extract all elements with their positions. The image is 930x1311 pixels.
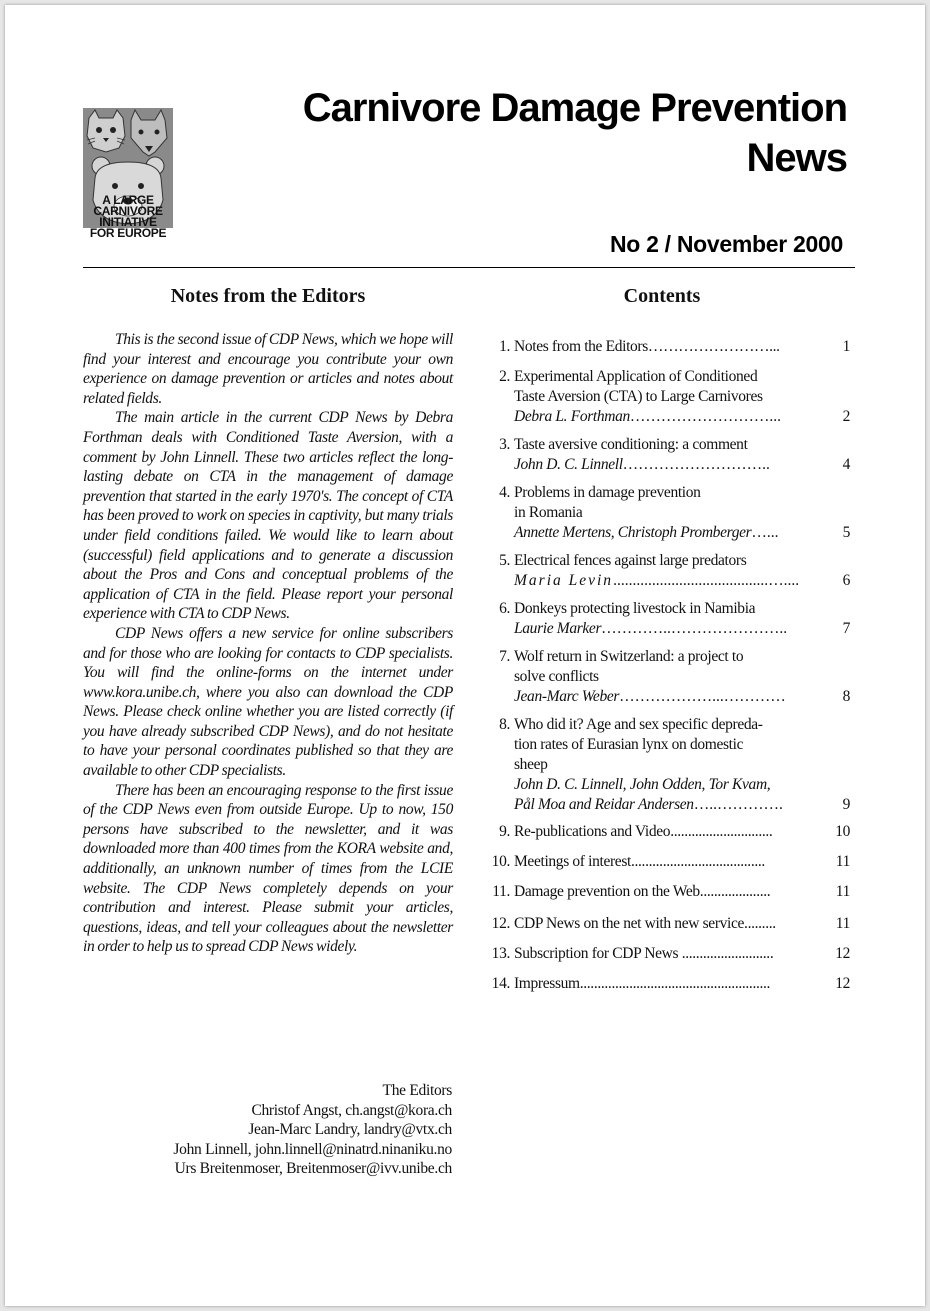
toc-number: 14. <box>491 975 510 992</box>
toc-page-number: 9 <box>842 796 850 813</box>
toc-page-number: 1 <box>842 338 850 355</box>
toc-author: Maria Levin <box>514 572 614 589</box>
toc-title-line: sheep <box>514 756 548 773</box>
contents-heading: Contents <box>623 285 701 307</box>
toc-title-line: Electrical fences against large predators <box>514 552 747 569</box>
toc-leader-dots: ……………………….. <box>622 456 770 473</box>
toc-author-line <box>514 795 820 815</box>
toc-text <box>514 822 820 842</box>
toc-author-line: John D. C. Linnell, John Odden, Tor Kvam, <box>514 776 771 793</box>
toc-title-line: Wolf return in Switzerland: a project to <box>514 648 744 665</box>
toc-page-number: 11 <box>835 883 850 900</box>
toc-text <box>514 974 820 994</box>
toc-title-line: Problems in damage prevention <box>514 484 701 501</box>
toc-author-line <box>514 407 820 427</box>
toc-number: 13. <box>491 945 510 962</box>
toc-title-line: Donkeys protecting livestock in Namibia <box>514 600 756 617</box>
toc-author: John D. C. Linnell <box>514 456 623 473</box>
newsletter-page <box>5 5 925 1306</box>
toc-author: Jean-Marc Weber <box>514 688 620 705</box>
toc-leader-dots: ………………………... <box>629 408 782 425</box>
toc-author: Pål Moa and Reidar Andersen <box>514 796 694 813</box>
toc-title-line: in Romania <box>514 504 583 521</box>
toc-number: 9. <box>499 823 510 840</box>
toc-title-line: CDP News on the net with new service......... <box>514 915 776 932</box>
toc-text <box>514 599 820 639</box>
toc-text <box>514 551 820 591</box>
toc-leader-dots: ........................................….... <box>613 572 800 589</box>
toc-text <box>514 435 820 475</box>
toc-author: Laurie Marker <box>514 620 602 637</box>
toc-leader-dots: …... <box>751 524 779 541</box>
issue-number: No 2 / November 2000 <box>609 231 843 257</box>
notes-paragraph: CDP News offers a new service for online subscribers and for those who are looking for contacts to CDP specialists. You will find the online-forms on the internet under www.kora.unibe.ch, where you also can download the CDP News. Please check online whether you are listed correctly (if you have already subscribed CDP News), and do not hesitate to have your personal coordinates published so that they are available to other CDP specialists. <box>83 624 453 780</box>
notes-paragraph: There has been an encouraging response to the first issue of the CDP News even from outside Europe. Up to now, 150 persons have subscribed to the newsletter, and it was downloaded more than 400 times from the KORA website and, additionally, an unknown number of times from the LCIE website. The CDP News completely depends on your contribution and interest. Please submit your articles, questions, ideas, and tell your colleagues about the newsletter in order to help us to spread CDP News widely. <box>83 781 453 956</box>
toc-title-line: Who did it? Age and sex specific depreda- <box>514 716 763 733</box>
signature-line: The Editors <box>382 1082 452 1099</box>
toc-author-line <box>514 619 820 639</box>
signature-line: Urs Breitenmoser, Breitenmoser@ivv.unibe.ch <box>174 1160 452 1178</box>
toc-number: 12. <box>491 915 510 932</box>
logo-caption-line: FOR EUROPE <box>89 226 167 240</box>
notes-paragraph: This is the second issue of CDP News, which we hope will find your interest and encourage you contribute your own experience on damage prevention or articles and notes about related fields. <box>83 331 453 407</box>
logo-caption <box>83 195 173 239</box>
toc-page-number: 11 <box>835 915 850 932</box>
toc-page-number: 5 <box>842 524 850 541</box>
toc-text <box>514 715 820 815</box>
toc-title-line: Subscription for CDP News .......................... <box>514 945 774 962</box>
toc-number: 4. <box>499 484 510 501</box>
toc-author-line <box>514 687 820 707</box>
signature-line: Christof Angst, ch.angst@kora.ch <box>251 1101 452 1119</box>
toc-page-number: 4 <box>842 456 850 473</box>
toc-text <box>514 367 820 427</box>
toc-page-number: 10 <box>835 823 850 840</box>
toc-text <box>514 647 820 707</box>
newsletter-title <box>303 83 847 183</box>
toc-page-number: 8 <box>842 688 850 705</box>
logo-caption-line: CARNIVORE <box>93 204 163 218</box>
signature-line: Jean-Marc Landry, landry@vtx.ch <box>248 1121 452 1139</box>
toc-title-line: solve conflicts <box>514 668 599 685</box>
toc-text <box>514 483 820 543</box>
toc-leader-dots: …………..………………….. <box>601 620 788 637</box>
toc-page-number: 12 <box>835 945 850 962</box>
editors-signature <box>83 1081 452 1179</box>
toc-number: 11. <box>492 883 510 900</box>
toc-title-line: tion rates of Eurasian lynx on domestic <box>514 736 744 753</box>
toc-page-number: 6 <box>842 572 850 589</box>
toc-page-number: 12 <box>835 975 850 992</box>
toc-title-line: Notes from the Editors……………………... <box>514 338 780 355</box>
toc-leader-dots: ………………...………… <box>619 688 786 705</box>
logo-caption-line: A LARGE <box>102 193 154 207</box>
toc-number: 3. <box>499 436 510 453</box>
title-line: News <box>746 136 847 180</box>
title-line: Carnivore Damage Prevention <box>302 86 847 130</box>
toc-leader-dots: …..…………. <box>693 796 783 813</box>
toc-page-number: 7 <box>842 620 850 637</box>
toc-number: 8. <box>499 716 510 733</box>
toc-title-line: Taste aversive conditioning: a comment <box>514 436 748 453</box>
toc-title-line: Experimental Application of Conditioned <box>514 368 758 385</box>
toc-author-line <box>514 571 820 591</box>
notes-paragraph: The main article in the current CDP News by Debra Forthman deals with Conditioned Taste Aversion, with a comment by John Linnell. These two articles reflect the long-lasting debate on CTA in the management of damage prevention that started in the early 1970's. The concept of CTA has been proved to work on species in captivity, but many trials under field conditions failed. We would like to learn about (successful) field applications and to generate a discussion about the Pros and Cons and conceptual problems of the application of CTA in the field. Please report your personal experience with CTA to CDP News. <box>83 409 453 623</box>
toc-number: 2. <box>499 368 510 385</box>
toc-number: 1. <box>499 338 510 355</box>
toc-author: Debra L. Forthman <box>514 408 630 425</box>
toc-number: 7. <box>499 648 510 665</box>
toc-text <box>514 944 820 964</box>
toc-author: Annette Mertens, Christoph Promberger <box>514 524 752 541</box>
toc-text <box>514 914 820 934</box>
toc-title-line: Taste Aversion (CTA) to Large Carnivores <box>514 388 763 405</box>
toc-number: 6. <box>499 600 510 617</box>
toc-title-line: Damage prevention on the Web.................... <box>514 883 771 900</box>
toc-text <box>514 337 820 357</box>
toc-author-line <box>514 455 820 475</box>
toc-number: 10. <box>491 853 510 870</box>
toc-title-line: Impressum...................................................... <box>514 975 771 992</box>
toc-text <box>514 882 820 902</box>
signature-line: John Linnell, john.linnell@ninatrd.ninaniku.no <box>173 1140 452 1158</box>
notes-body <box>83 330 453 957</box>
toc-author-line <box>514 523 820 543</box>
toc-page-number: 11 <box>835 853 850 870</box>
toc-number: 5. <box>499 552 510 569</box>
logo-caption-line: INITIATIVE <box>99 215 157 229</box>
toc-text <box>514 852 820 872</box>
toc-page-number: 2 <box>842 408 850 425</box>
toc-title-line: Meetings of interest...................................... <box>514 853 765 870</box>
notes-heading: Notes from the Editors <box>170 285 366 307</box>
header-divider <box>83 267 855 268</box>
toc-title-line: Re-publications and Video............................. <box>514 823 773 840</box>
